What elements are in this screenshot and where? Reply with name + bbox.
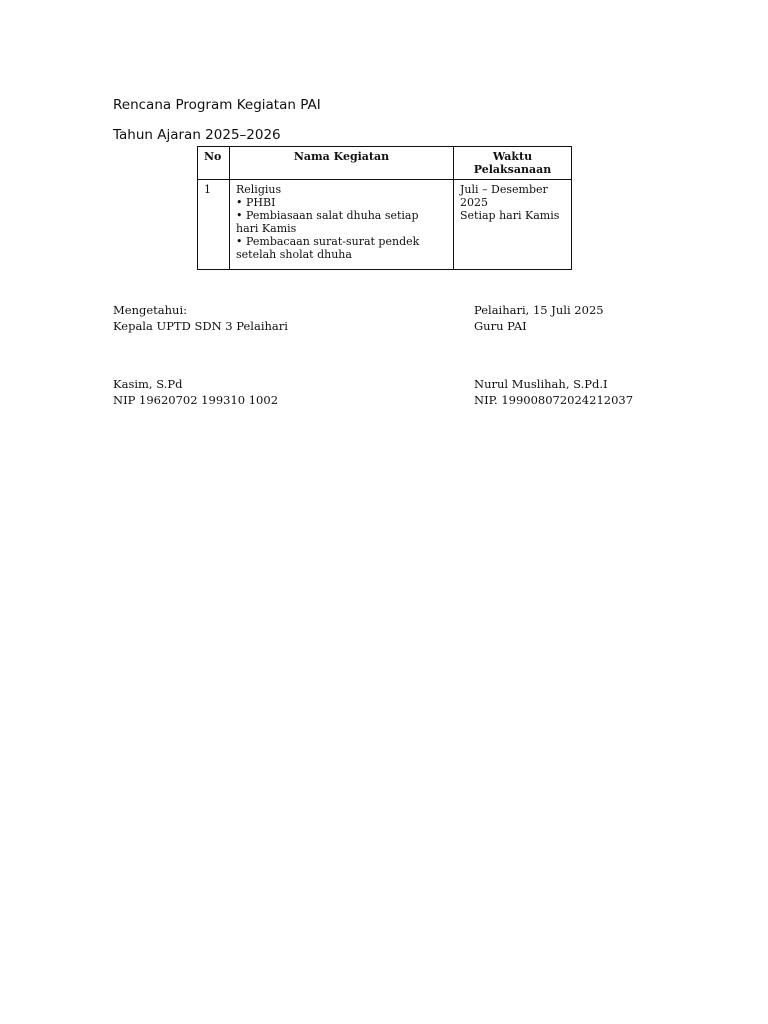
- teacher-role: Guru PAI: [474, 319, 527, 333]
- row-no: 1: [198, 180, 230, 270]
- time-line: 2025: [460, 196, 488, 209]
- header-time-line1: Waktu: [492, 150, 533, 163]
- row-time: [454, 180, 572, 270]
- teacher-nip: NIP. 199008072024212037: [474, 393, 634, 407]
- document-subtitle: Tahun Ajaran 2025–2026: [113, 127, 281, 143]
- program-table: [197, 146, 572, 270]
- activity-line: hari Kamis: [236, 222, 297, 235]
- row-activity: [230, 180, 454, 270]
- left-signature-header: [113, 302, 288, 334]
- header-time-line2: Pelaksanaan: [473, 163, 552, 176]
- acknowledge-label: Mengetahui:: [113, 303, 187, 317]
- teacher-name: Nurul Muslihah, S.Pd.I: [474, 377, 608, 391]
- table-row: [198, 180, 572, 270]
- time-line: Setiap hari Kamis: [460, 209, 560, 222]
- table-header-row: [198, 147, 572, 180]
- activity-line: • Pembiasaan salat dhuha setiap: [236, 209, 419, 222]
- left-signatory: [113, 376, 278, 408]
- document-title: Rencana Program Kegiatan PAI: [113, 97, 321, 113]
- principal-name: Kasim, S.Pd: [113, 377, 183, 391]
- activity-line: setelah sholat dhuha: [236, 248, 352, 261]
- header-activity: Nama Kegiatan: [230, 147, 454, 180]
- right-signature-header: [474, 302, 604, 334]
- place-date: Pelaihari, 15 Juli 2025: [474, 303, 604, 317]
- header-time: [454, 147, 572, 180]
- header-no: No: [198, 147, 230, 180]
- principal-nip: NIP 19620702 199310 1002: [113, 393, 279, 407]
- activity-line: • Pembacaan surat-surat pendek: [236, 235, 420, 248]
- activity-line: • PHBI: [236, 196, 276, 209]
- right-signatory: [474, 376, 633, 408]
- activity-line: Religius: [236, 183, 282, 196]
- time-line: Juli – Desember: [460, 183, 548, 196]
- principal-role: Kepala UPTD SDN 3 Pelaihari: [113, 319, 288, 333]
